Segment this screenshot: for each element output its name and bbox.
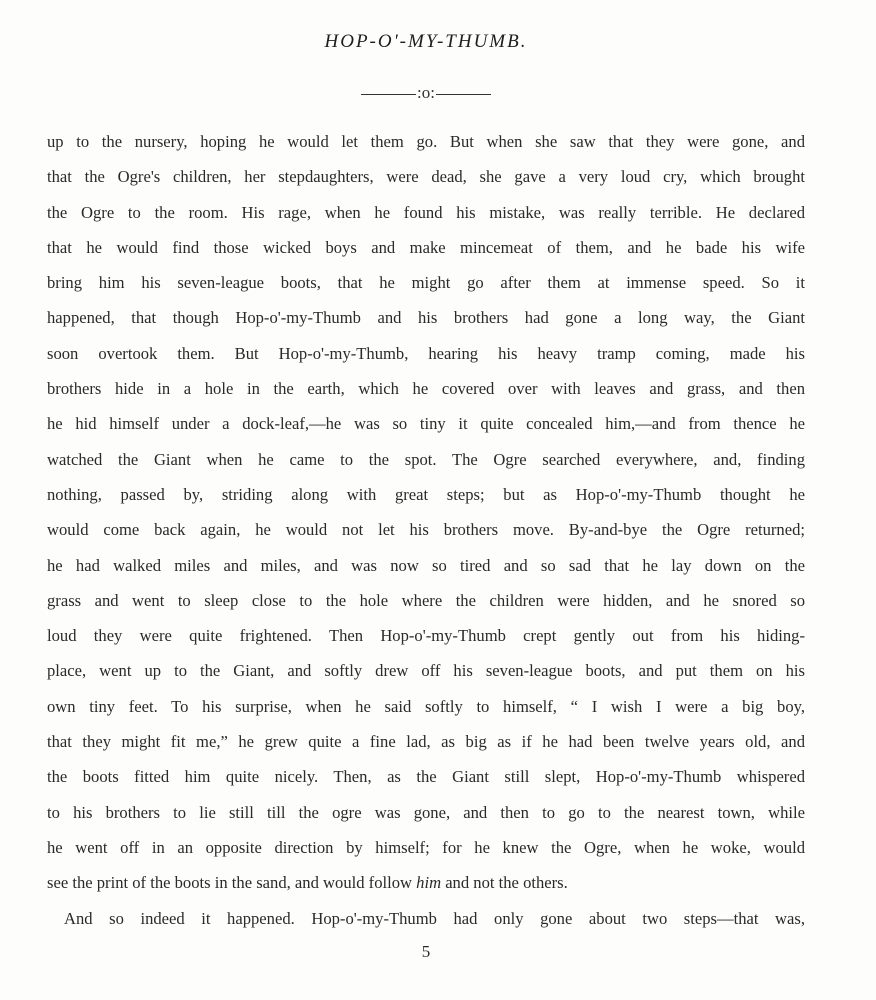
text-line: happened, that though Hop-o'-my-Thumb and his brothers had gone a long way, the Giant <box>47 308 805 328</box>
text-line: soon overtook them. But Hop-o'-my-Thumb, hearing his heavy tramp coming, made his <box>47 343 805 363</box>
text-line: place, went up to the Giant, and softly drew off his seven-league boots, and put them on his <box>47 661 805 681</box>
page-number: 5 <box>421 942 431 961</box>
text-line: that he would find those wicked boys and make mincemeat of them, and he bade his wife <box>47 237 805 257</box>
text-line-new-paragraph: And so indeed it happened. Hop-o'-my-Thumb had only gone about two steps—that was, <box>64 908 805 928</box>
text-line: up to the nursery, hoping he would let them go. But when she saw that they were gone, and <box>47 132 805 151</box>
text-line: that the Ogre's children, her stepdaughters, were dead, she gave a very loud cry, which brought <box>47 167 805 187</box>
text-line: that they might fit me,” he grew quite a fine lad, as big as if he had been twelve years old, and <box>47 732 805 752</box>
text-line: nothing, passed by, striding along with great steps; but as Hop-o'-my-Thumb thought he <box>47 484 805 504</box>
text-line: he had walked miles and miles, and was now so tired and so sad that he lay down on the <box>47 555 805 575</box>
text-line: loud they were quite frightened. Then Hop-o'-my-Thumb crept gently out from his hiding- <box>47 626 805 646</box>
ornament-rule-right <box>436 94 491 95</box>
text-segment: see the print of the boots in the sand, and would follow <box>47 873 417 893</box>
text-line: bring him his seven-league boots, that he might go after them at immense speed. So it <box>47 273 805 293</box>
body-text <box>47 124 805 936</box>
text-segment: and not the others. <box>441 873 568 893</box>
page-title: HOP-O'-MY-THUMB. <box>324 31 528 52</box>
text-line: the Ogre to the room. His rage, when he found his mistake, was really terrible. He declared <box>47 202 805 222</box>
text-line: own tiny feet. To his surprise, when he said softly to himself, “ I wish I were a big boy, <box>47 696 805 716</box>
text-line: would come back again, he would not let his brothers move. By-and-bye the Ogre returned; <box>47 520 805 540</box>
text-line: to his brothers to lie still till the ogre was gone, and then to go to the nearest town, while <box>47 802 805 822</box>
ornament-mark: :o: <box>417 83 435 102</box>
text-line: he hid himself under a dock-leaf,—he was so tiny it quite concealed him,—and from thence he <box>47 414 805 434</box>
emphasized-word: him <box>416 873 442 893</box>
text-line: the boots fitted him quite nicely. Then, as the Giant still slept, Hop-o'-my-Thumb whispered <box>47 767 805 787</box>
text-line: watched the Giant when he came to the spot. The Ogre searched everywhere, and, finding <box>47 449 805 469</box>
text-line-paragraph-end <box>47 865 805 900</box>
title-ornament <box>0 83 852 103</box>
ornament-rule-left <box>361 94 416 95</box>
text-line: brothers hide in a hole in the earth, which he covered over with leaves and grass, and then <box>47 379 805 399</box>
text-line: grass and went to sleep close to the hole where the children were hidden, and he snored so <box>47 590 805 610</box>
text-line: he went off in an opposite direction by himself; for he knew the Ogre, when he woke, would <box>47 837 805 857</box>
